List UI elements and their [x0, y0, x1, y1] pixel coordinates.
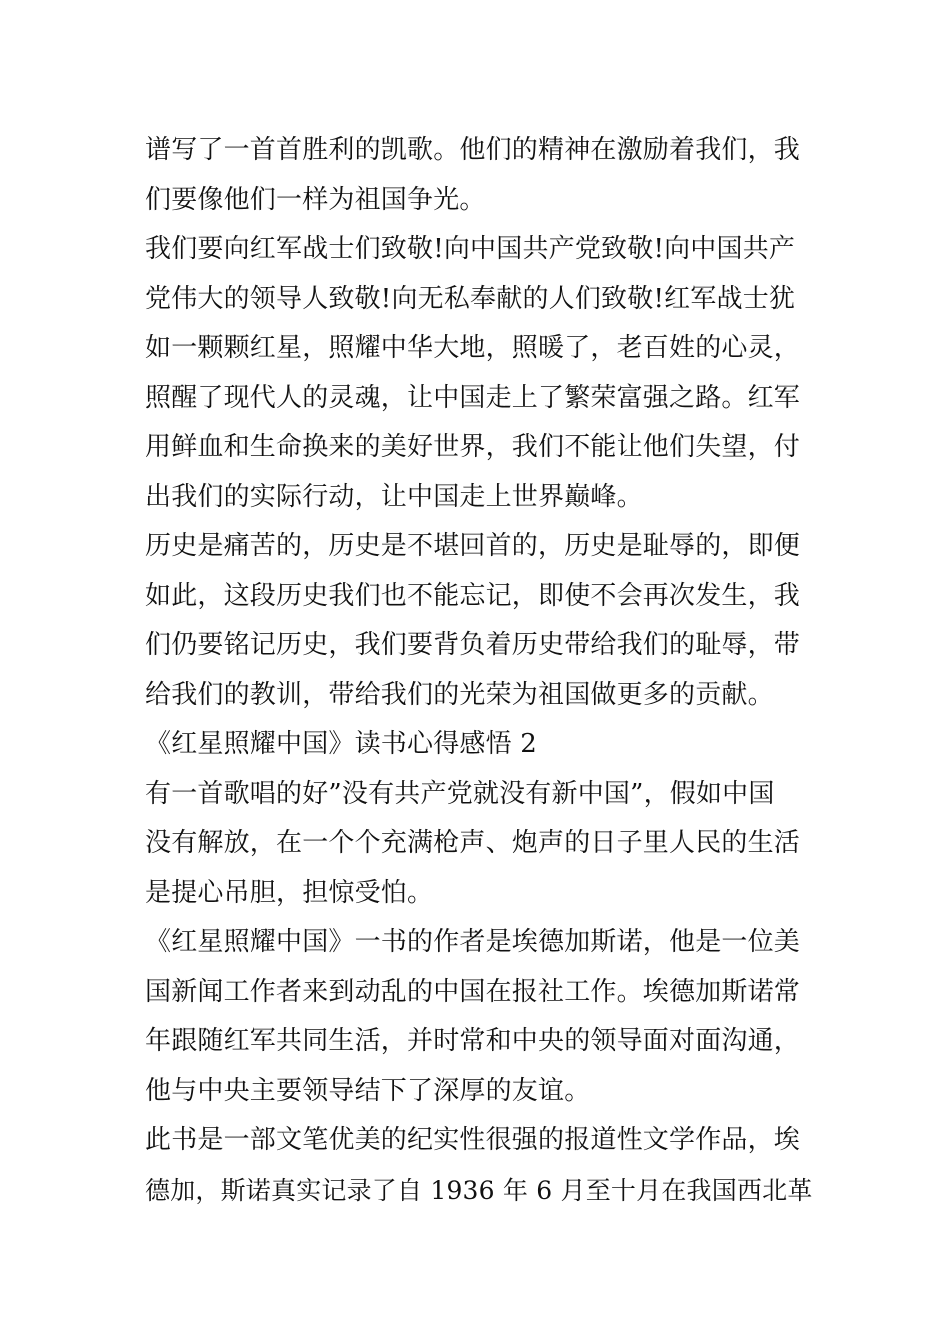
- body-text: [145, 126, 815, 1215]
- text-line: 国新闻工作者来到动乱的中国在报社工作。埃德加斯诺常: [145, 976, 801, 1007]
- text-line: 照醒了现代人的灵魂，让中国走上了繁荣富强之路。红军: [145, 382, 801, 413]
- text-line: 他与中央主要领导结下了深厚的友谊。: [145, 1075, 591, 1106]
- text-line: 如此，这段历史我们也不能忘记，即使不会再次发生，我: [145, 580, 801, 611]
- section-heading: 《红星照耀中国》读书心得感悟 2: [145, 729, 538, 759]
- text-line: 此书是一部文笔优美的纪实性很强的报道性文学作品，埃: [145, 1125, 801, 1155]
- text-line: 们仍要铭记历史，我们要背负着历史带给我们的耻辱，带: [145, 630, 801, 660]
- text-line: 们要像他们一样为祖国争光。: [145, 184, 486, 215]
- text-line: 是提心吊胆，担惊受怕。: [145, 877, 434, 908]
- text-line: 党伟大的领导人致敬!向无私奉献的人们致敬!红军战士犹: [145, 283, 796, 314]
- text-line: 谱写了一首首胜利的凯歌。他们的精神在激励着我们，我: [145, 135, 801, 165]
- text-line: 如一颗颗红星，照耀中华大地，照暖了，老百姓的心灵，: [145, 333, 801, 363]
- text-line: 有一首歌唱的好”没有共产党就没有新中国”，假如中国: [145, 778, 775, 809]
- text-line: 给我们的教训，带给我们的光荣为祖国做更多的贡献。: [145, 679, 774, 710]
- text-line: 用鲜血和生命换来的美好世界，我们不能让他们失望，付: [145, 432, 801, 462]
- text-line: 《红星照耀中国》一书的作者是埃德加斯诺，他是一位美: [145, 927, 801, 957]
- text-line: 年跟随红军共同生活，并时常和中央的领导面对面沟通，: [145, 1026, 801, 1056]
- text-line: 历史是痛苦的，历史是不堪回首的，历史是耻辱的，即便: [145, 531, 801, 561]
- text-line: 出我们的实际行动，让中国走上世界巅峰。: [145, 481, 643, 512]
- text-line: 德加，斯诺真实记录了自 1936 年 6 月至十月在我国西北革: [145, 1175, 813, 1205]
- text-line: 我们要向红军战士们致敬!向中国共产党致敬!向中国共产: [145, 234, 796, 264]
- text-line: 没有解放，在一个个充满枪声、炮声的日子里人民的生活: [145, 828, 801, 858]
